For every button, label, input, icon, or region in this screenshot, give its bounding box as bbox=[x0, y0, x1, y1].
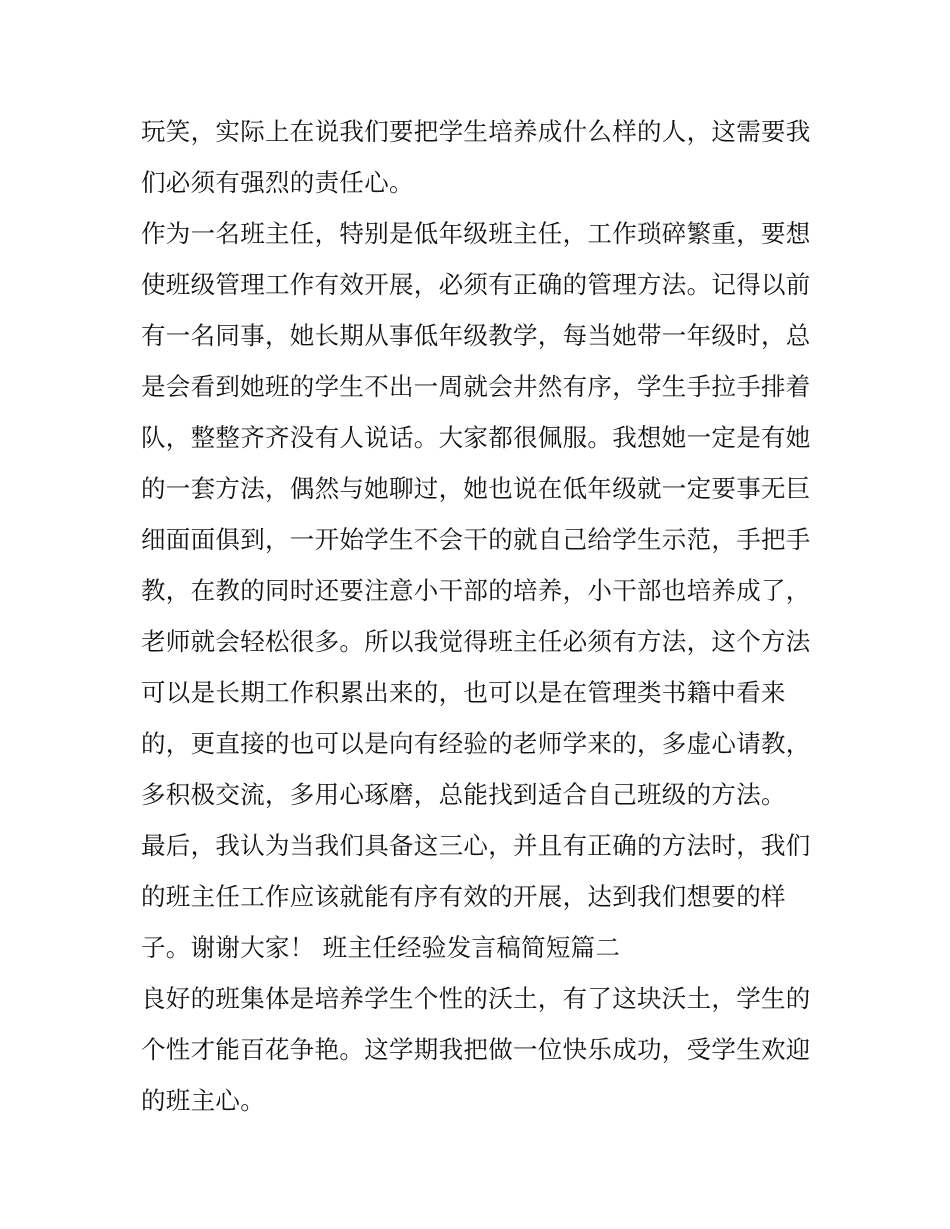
document-body bbox=[141, 106, 813, 1126]
text-line: 是会看到她班的学生不出一周就会井然有序，学生手拉手排着 bbox=[141, 372, 811, 401]
text-line: 子。谢谢大家！ 班主任经验发言稿简短篇二 bbox=[141, 933, 621, 962]
text-line: 的班主心。 bbox=[141, 1086, 265, 1115]
text-line: 的，更直接的也可以是向有经验的老师学来的，多虚心请教， bbox=[141, 729, 811, 758]
text-line: 可以是长期工作积累出来的，也可以是在管理类书籍中看来 bbox=[141, 678, 786, 707]
text-line: 老师就会轻松很多。所以我觉得班主任必须有方法，这个方法 bbox=[141, 627, 811, 656]
text-line: 细面面俱到，一开始学生不会干的就自己给学生示范，手把手 bbox=[141, 525, 811, 554]
text-line: 作为一名班主任，特别是低年级班主任，工作琐碎繁重，要想 bbox=[141, 219, 811, 248]
text-line: 队，整整齐齐没有人说话。大家都很佩服。我想她一定是有她 bbox=[141, 423, 811, 452]
text-line: 最后，我认为当我们具备这三心，并且有正确的方法时，我们 bbox=[141, 831, 811, 860]
text-line: 有一名同事，她长期从事低年级教学，每当她带一年级时，总 bbox=[141, 321, 811, 350]
text-line: 玩笑，实际上在说我们要把学生培养成什么样的人，这需要我 bbox=[141, 117, 811, 146]
text-line: 使班级管理工作有效开展，必须有正确的管理方法。记得以前 bbox=[141, 270, 811, 299]
text-line: 多积极交流，多用心琢磨，总能找到适合自己班级的方法。 bbox=[141, 780, 786, 809]
text-line: 教，在教的同时还要注意小干部的培养，小干部也培养成了， bbox=[141, 576, 811, 605]
text-line: 们必须有强烈的责任心。 bbox=[141, 168, 414, 197]
text-line: 的班主任工作应该就能有序有效的开展，达到我们想要的样 bbox=[141, 882, 786, 911]
text-line: 的一套方法，偶然与她聊过，她也说在低年级就一定要事无巨 bbox=[141, 474, 811, 503]
text-line: 个性才能百花争艳。这学期我把做一位快乐成功，受学生欢迎 bbox=[141, 1035, 811, 1064]
text-line: 良好的班集体是培养学生个性的沃土，有了这块沃土，学生的 bbox=[141, 984, 811, 1013]
